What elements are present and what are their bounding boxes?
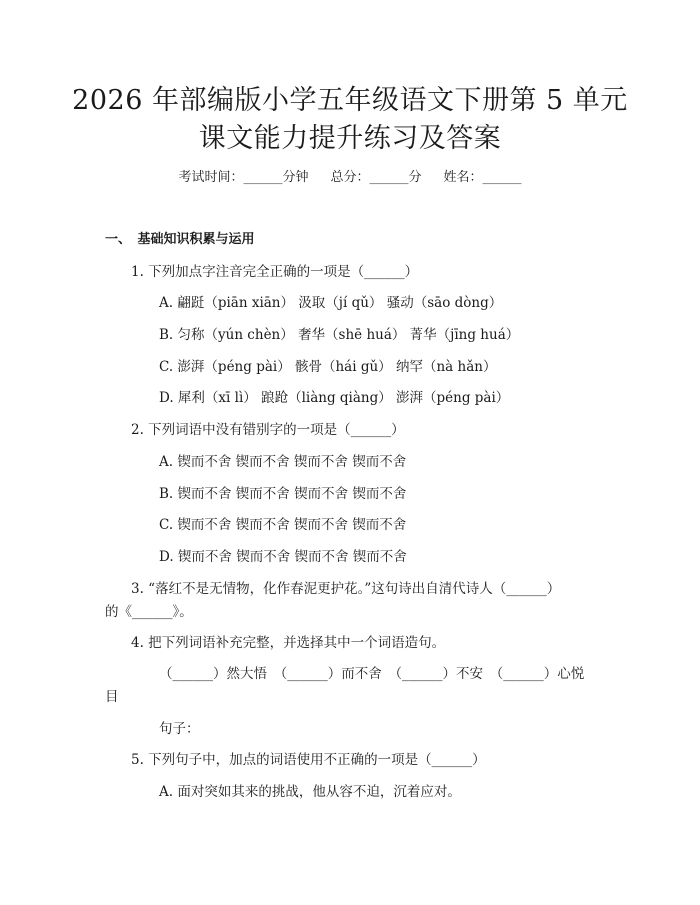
question-4-sentence-label: 句子： bbox=[159, 721, 200, 737]
exam-score: 总分：______分 bbox=[330, 170, 422, 185]
exam-time: 考试时间：______分钟 bbox=[178, 170, 309, 185]
question-3-line-2: 的《______》。 bbox=[105, 604, 193, 620]
exam-name: 姓名：______ bbox=[443, 170, 522, 185]
question-1-option-a: A. 翩跹（piān xiān） 汲取（jí qǔ） 骚动（sāo dòng） bbox=[159, 295, 503, 311]
question-1-stem: 1. 下列加点字注音完全正确的一项是（______） bbox=[131, 264, 419, 280]
title-line-2: 课文能力提升练习及答案 bbox=[198, 123, 502, 154]
section-heading-1: 一、 基础知识积累与运用 bbox=[105, 232, 255, 247]
question-1-option-c: C. 澎湃（péng pài） 骸骨（hái gǔ） 纳罕（nà hǎn） bbox=[159, 359, 497, 375]
question-2-stem: 2. 下列词语中没有错别字的一项是（______） bbox=[131, 422, 405, 438]
question-1-option-b: B. 匀称（yún chèn） 奢华（shē huá） 菁华（jīng huá） bbox=[159, 327, 520, 343]
question-5-stem: 5. 下列句子中，加点的词语使用不正确的一项是（______） bbox=[131, 752, 486, 768]
title-line-1: 2026 年部编版小学五年级语文下册第 5 单元 bbox=[72, 85, 628, 116]
question-2-option-a: A. 锲而不舍 锲而不舍 锲而不舍 锲而不舍 bbox=[159, 454, 407, 470]
question-2-option-d: D. 锲而不舍 锲而不舍 锲而不舍 锲而不舍 bbox=[159, 549, 407, 565]
question-4-stem: 4. 把下列词语补充完整，并选择其中一个词语造句。 bbox=[131, 635, 446, 651]
exam-meta bbox=[0, 168, 700, 188]
question-2-option-b: B. 锲而不舍 锲而不舍 锲而不舍 锲而不舍 bbox=[159, 486, 407, 502]
question-4-blanks: （______）然大悟 （______）而不舍 （______）不安 （______）心悦 bbox=[159, 666, 585, 682]
question-3-line-1: 3. “落红不是无情物，化作春泥更护花。”这句诗出自清代诗人（______） bbox=[131, 581, 561, 597]
question-1-option-d: D. 犀利（xī lì） 踉跄（liàng qiàng） 澎湃（péng pài） bbox=[159, 390, 510, 406]
question-2-option-c: C. 锲而不舍 锲而不舍 锲而不舍 锲而不舍 bbox=[159, 517, 407, 533]
question-4-blanks-wrap: 目 bbox=[105, 689, 119, 705]
question-5-option-a: A. 面对突如其来的挑战，他从容不迫，沉着应对。 bbox=[159, 784, 461, 800]
